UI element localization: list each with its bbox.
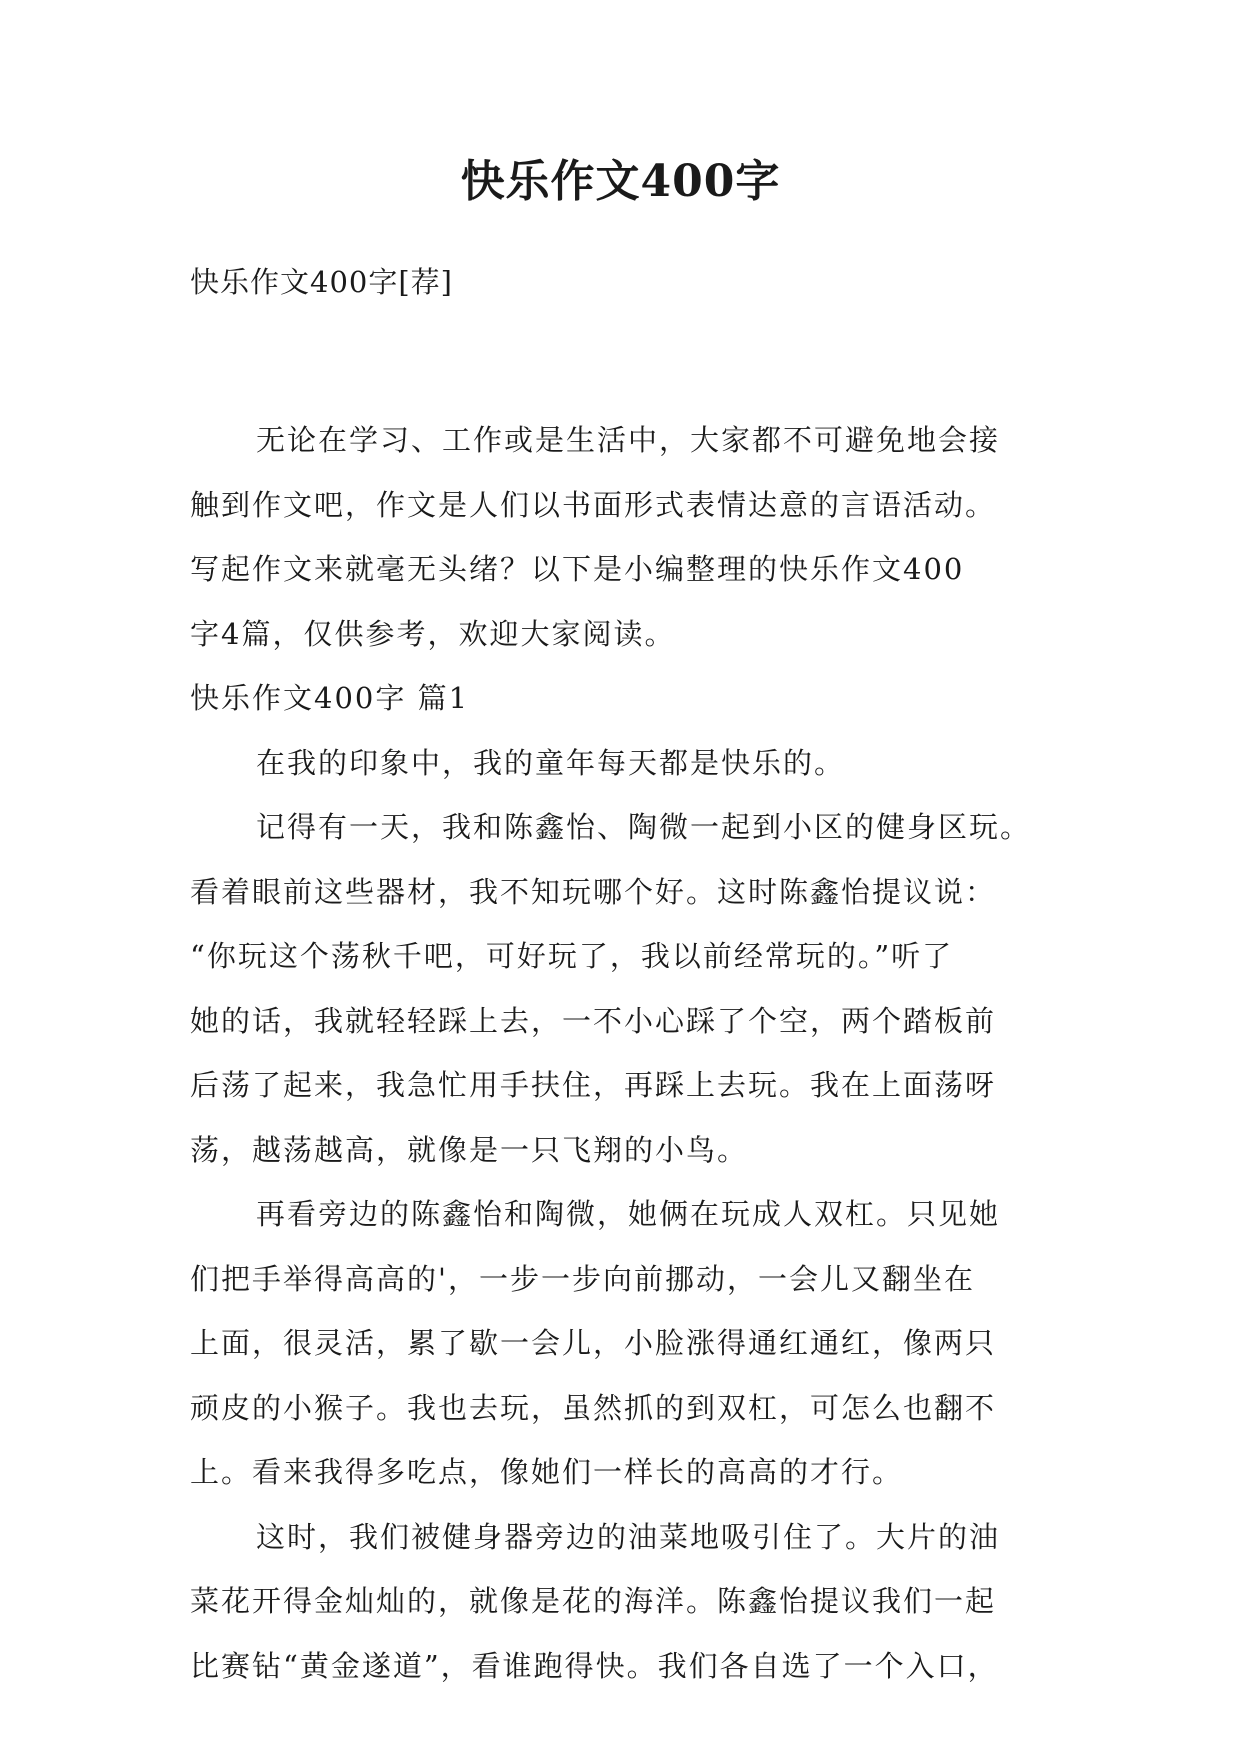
text-line: 再看旁边的陈鑫怡和陶微，她俩在玩成人双杠。只见她: [256, 1197, 1001, 1231]
text-line: “你玩这个荡秋千吧，可好玩了，我以前经常玩的。”听了: [190, 939, 954, 973]
text-line: 后荡了起来，我急忙用手扶住，再踩上去玩。我在上面荡呀: [190, 1068, 997, 1102]
text-line: 这时，我们被健身器旁边的油菜地吸引住了。大片的油: [256, 1519, 1001, 1554]
document-title: 快乐作文400字: [460, 156, 781, 207]
text-line: 快乐作文400字 篇1: [190, 681, 470, 715]
text-line: 菜花开得金灿灿的，就像是花的海洋。陈鑫怡提议我们一起: [190, 1584, 997, 1618]
text-line: 看着眼前这些器材，我不知玩哪个好。这时陈鑫怡提议说：: [190, 874, 997, 909]
text-line: 顽皮的小猴子。我也去玩，虽然抓的到双杠，可怎么也翻不: [190, 1390, 997, 1425]
text-line: 上面，很灵活，累了歇一会儿，小脸涨得通红通红，像两只: [190, 1326, 997, 1360]
text-line: 荡，越荡越高，就像是一只飞翔的小鸟。: [190, 1132, 749, 1167]
text-line: 她的话，我就轻轻踩上去，一不小心踩了个空，两个踏板前: [190, 1003, 997, 1038]
document-subtitle: 快乐作文400字[荐]: [190, 265, 453, 299]
text-line: 记得有一天，我和陈鑫怡、陶微一起到小区的健身区玩。: [256, 810, 1032, 844]
text-line: 触到作文吧，作文是人们以书面形式表情达意的言语活动。: [190, 487, 997, 522]
text-line: 们把手举得高高的'，一步一步向前挪动，一会儿又翻坐在: [190, 1261, 975, 1296]
text-line: 字4篇，仅供参考，欢迎大家阅读。: [190, 616, 676, 651]
text-line: 上。看来我得多吃点，像她们一样长的高高的才行。: [190, 1455, 904, 1489]
text-line: 写起作文来就毫无头绪？以下是小编整理的快乐作文400: [190, 552, 965, 586]
document-body: [190, 408, 1070, 1698]
text-line: 在我的印象中，我的童年每天都是快乐的。: [256, 745, 846, 780]
text-line: 无论在学习、工作或是生活中，大家都不可避免地会接: [256, 423, 1001, 457]
text-line: 比赛钻“黄金遂道”，看谁跑得快。我们各自选了一个入口，: [190, 1648, 999, 1683]
